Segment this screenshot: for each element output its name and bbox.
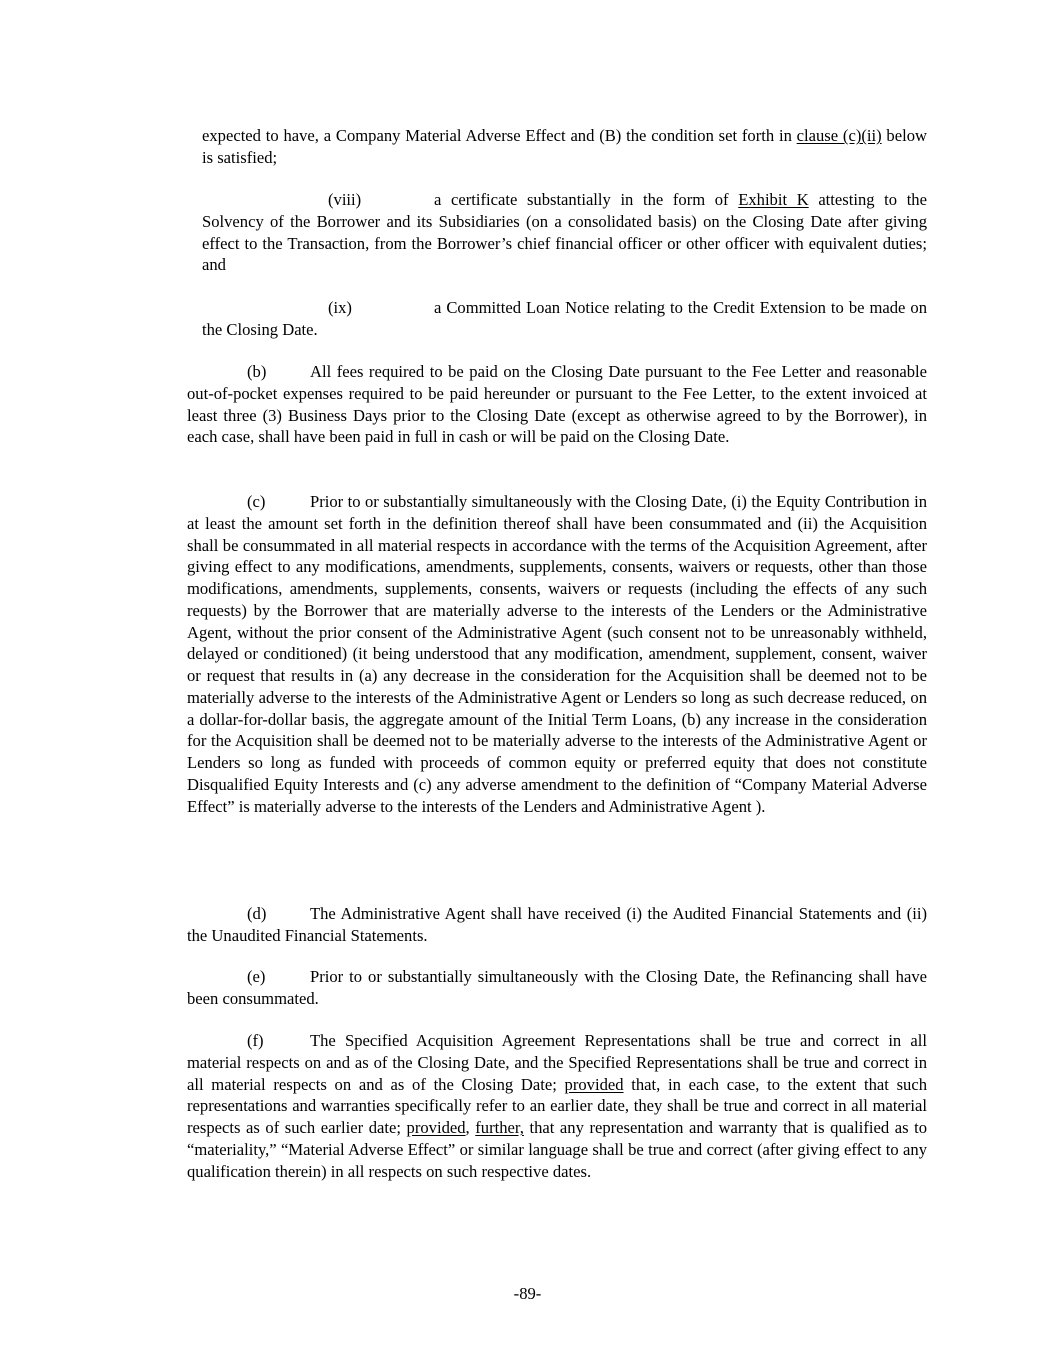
provided-term: provided	[564, 1074, 624, 1094]
section-f-separator: ,	[465, 1118, 476, 1137]
item-viii-text-end: attesting to the Solvency of the Borrower and its Subsidiaries (on a consolidated basis) on the Closing Date after giving effect to the Transaction, from the Borrower’s chief financial officer or other officer with equivalent duties; and	[202, 190, 927, 275]
item-viii-paragraph	[202, 189, 927, 276]
section-b-number: (b)	[247, 362, 267, 381]
section-c-number: (c)	[247, 492, 266, 511]
item-viii-number: (viii)	[328, 190, 362, 209]
section-d-text: The Administrative Agent shall have received (i) the Audited Financial Statements and (ii) the Unaudited Financial Statements.	[187, 904, 927, 945]
intro-paragraph	[202, 125, 927, 169]
section-f-text: The Specified Acquisition Agreement Representations shall be true and correct in all material respects on and as of the Closing Date, and the Specified Representations shall be true and correct in all material respects on and as of the Closing Date;	[187, 1031, 927, 1094]
section-d-number: (d)	[247, 904, 267, 923]
section-e-paragraph	[187, 966, 927, 1010]
section-e-text: Prior to or substantially simultaneously with the Closing Date, the Refinancing shall have been consummated.	[187, 967, 927, 1008]
section-f-paragraph	[187, 1030, 927, 1182]
section-f-number: (f)	[247, 1031, 264, 1050]
section-d-paragraph	[187, 903, 927, 947]
section-f-text-3: that any representation and warranty that is qualified as to “materiality,” “Material Adverse Effect” or similar language shall be true and correct (after giving effect to any qualification therein) in all respects on such respective dates.	[187, 1118, 928, 1181]
clause-reference: clause (c)(ii)	[796, 126, 882, 145]
intro-text: expected to have, a Company Material Adverse Effect and (B) the condition set forth in	[202, 126, 797, 145]
item-ix-text: a Committed Loan Notice relating to the Credit Extension to be made on the Closing Date.	[202, 298, 927, 339]
provided-term-2: provided	[406, 1118, 466, 1137]
page-number: -89-	[513, 1284, 542, 1303]
item-ix-number: (ix)	[328, 298, 352, 317]
item-ix-paragraph	[202, 297, 927, 341]
intro-text-end: below is satisfied;	[202, 126, 927, 167]
section-c-text: Prior to or substantially simultaneously with the Closing Date, (i) the Equity Contribution in at least the amount set forth in the definition thereof shall have been consummated and (ii) the Acquisition shall be consummated in all material respects in accordance with the terms of the Acquisition Agreement, after giving effect to any modifications, amendments, supplements, consents, waivers or requests, other than those modifications, amendments, supplements, consents, waivers or requests (including the effects of any such requests) by the Borrower that are materially adverse to the interests of the Lenders or the Administrative Agent, without the prior consent of the Administrative Agent (such consent not to be unreasonably withheld, delayed or conditioned) (it being understood that any modification, amendment, supplement, consent, waiver or request that results in (a) any decrease in the consideration for the Acquisition shall be deemed not to be materially adverse to the interests of the Administrative Agent or Lenders so long as such decrease reduced, on a dollar-for-dollar basis, the aggregate amount of the Initial Term Loans, (b) any increase in the consideration for the Acquisition shall be deemed not to be materially adverse to the interests of the Administrative Agent or Lenders so long as funded with proceeds of common equity or preferred equity that does not constitute Disqualified Equity Interests and (c) any adverse amendment to the definition of “Company Material Adverse Effect” is materially adverse to the interests of the Lenders and Administrative Agent ).	[187, 492, 927, 816]
section-c-paragraph	[187, 491, 927, 817]
section-f-text-2: that, in each case, to the extent that such representations and warranties specifically refer to an earlier date, they shall be true and correct in all material respects as of such earlier date;	[187, 1074, 927, 1137]
item-viii-text: a certificate substantially in the form of	[434, 190, 739, 209]
section-b-paragraph	[187, 361, 927, 448]
exhibit-reference: Exhibit K	[738, 190, 809, 209]
section-b-text: All fees required to be paid on the Closing Date pursuant to the Fee Letter and reasonable out-of-pocket expenses required to be paid hereunder or pursuant to the Fee Letter, to the extent invoiced at least three (3) Business Days prior to the Closing Date (except as otherwise agreed to by the Borrower), in each case, shall have been paid in full in cash or will be paid on the Closing Date.	[187, 362, 927, 447]
section-e-number: (e)	[247, 967, 266, 986]
further-term: further,	[475, 1118, 524, 1137]
